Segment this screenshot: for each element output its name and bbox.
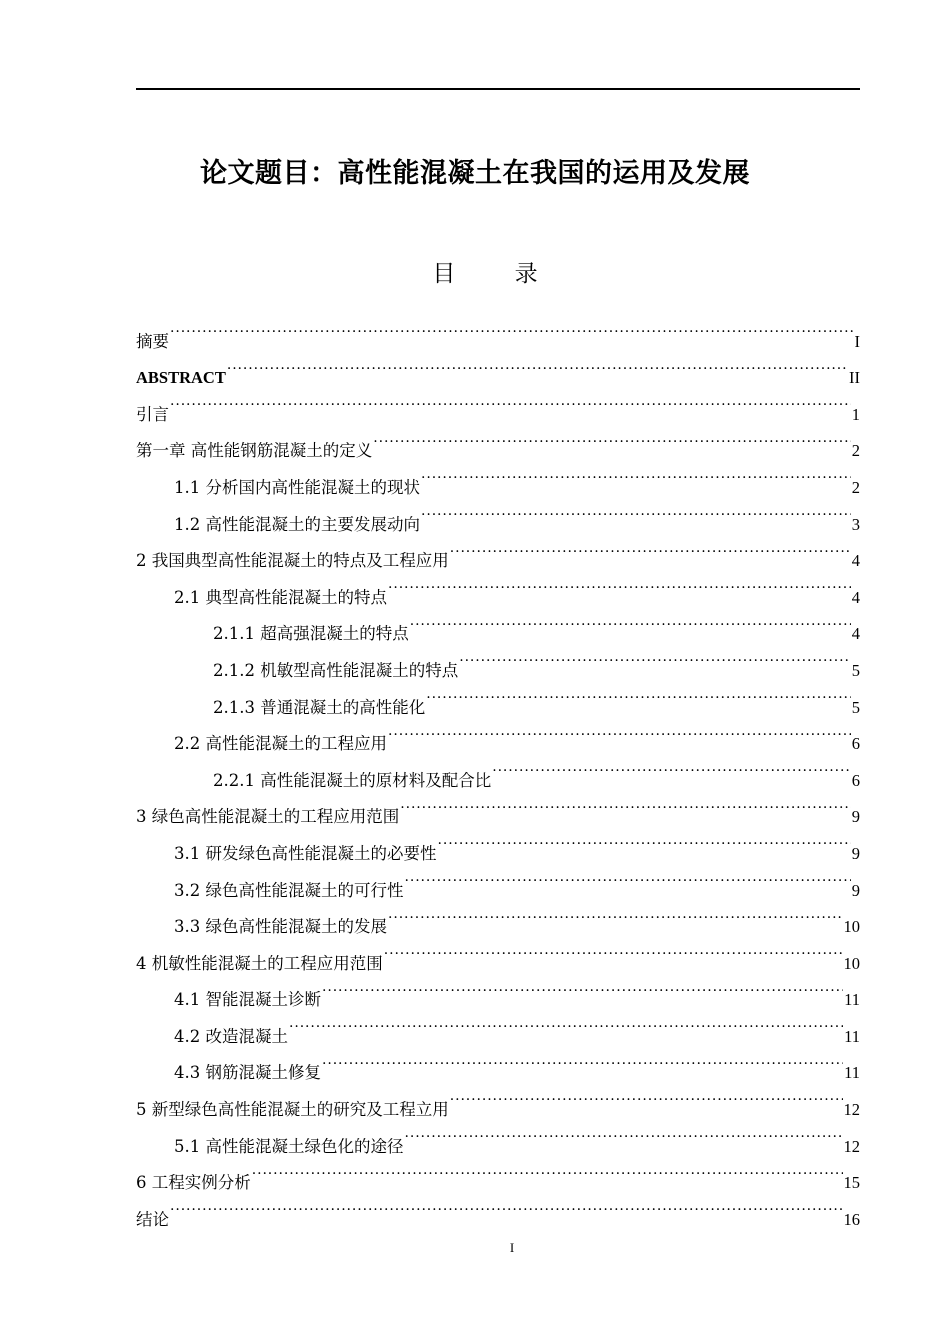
- toc-entry-title: ABSTRACT: [136, 368, 226, 388]
- toc-entry-title: 5 新型绿色高性能混凝土的研究及工程立用: [136, 1100, 449, 1120]
- toc-entry-page: 12: [843, 1100, 860, 1120]
- toc-entry[interactable]: [136, 310, 860, 351]
- toc-dot-leader: [170, 383, 851, 420]
- toc-entry-page: 9: [851, 843, 860, 863]
- toc-dot-leader: [252, 1152, 843, 1189]
- document-title: 论文题目：高性能混凝土在我国的运用及发展: [200, 158, 750, 189]
- toc-entry-page: 6: [851, 770, 860, 790]
- toc-entry-page: I: [854, 331, 860, 351]
- toc-dot-leader: [289, 1005, 843, 1042]
- toc-entry-title: 2.1.3 普通混凝土的高性能化: [213, 697, 426, 717]
- toc-entry-page: 3: [851, 514, 860, 534]
- toc-dot-leader: [400, 786, 851, 823]
- toc-entry-page: 9: [851, 807, 860, 827]
- toc-entry-title: 4 机敏性能混凝土的工程应用范围: [136, 953, 383, 973]
- toc-heading: 目 录: [432, 261, 564, 287]
- toc-entry-page: 5: [851, 660, 860, 680]
- toc-entry-page: 10: [843, 917, 860, 937]
- toc-entry-page: 9: [851, 880, 860, 900]
- header-rule: [136, 88, 860, 90]
- toc-dot-leader: [388, 896, 843, 933]
- toc-entry-page: 6: [851, 734, 860, 754]
- toc-entry-title: 4.1 智能混凝土诊断: [174, 990, 321, 1010]
- toc-dot-leader: [450, 1078, 843, 1115]
- toc-entry-page: 4: [851, 551, 860, 571]
- toc-entry-title: 5.1 高性能混凝土绿色化的途径: [174, 1136, 404, 1156]
- toc-dot-leader: [459, 639, 851, 676]
- toc-entry-title: 4.3 钢筋混凝土修复: [174, 1063, 321, 1083]
- toc-entry-title: 3.2 绿色高性能混凝土的可行性: [174, 880, 404, 900]
- footer-page-number: I: [509, 1240, 515, 1255]
- toc-dot-leader: [410, 603, 851, 640]
- toc-dot-leader: [421, 493, 851, 530]
- toc-entry-title: 4.2 改造混凝土: [174, 1026, 288, 1046]
- toc-dot-leader: [492, 749, 851, 786]
- toc-dot-leader: [170, 310, 854, 347]
- toc-entry-title: 3.1 研发绿色高性能混凝土的必要性: [174, 843, 437, 863]
- toc-entry-page: 16: [843, 1209, 860, 1229]
- toc-entry-title: 2.2 高性能混凝土的工程应用: [174, 734, 387, 754]
- toc-dot-leader: [438, 822, 851, 859]
- toc-entry-page: 4: [851, 624, 860, 644]
- toc-entry-title: 2 我国典型高性能混凝土的特点及工程应用: [136, 551, 449, 571]
- toc-entry-title: 2.2.1 高性能混凝土的原材料及配合比: [213, 770, 492, 790]
- toc-dot-leader: [322, 969, 843, 1006]
- toc-entry-title: 2.1.1 超高强混凝土的特点: [213, 624, 409, 644]
- toc-entry[interactable]: [136, 1188, 860, 1229]
- toc-dot-leader: [450, 530, 851, 567]
- toc-entry-title: 结论: [136, 1209, 169, 1229]
- toc-entry-page: 2: [851, 477, 860, 497]
- toc-entry-page: 15: [843, 1173, 860, 1193]
- toc-entry-page: 5: [851, 697, 860, 717]
- toc-entry-page: 12: [843, 1136, 860, 1156]
- toc-dot-leader: [373, 420, 851, 457]
- toc-entry-page: 11: [844, 1063, 860, 1083]
- toc-entry-title: 6 工程实例分析: [136, 1173, 251, 1193]
- toc-entry-title: 2.1.2 机敏型高性能混凝土的特点: [213, 660, 459, 680]
- toc-entry[interactable]: [136, 347, 860, 388]
- table-of-contents: [136, 310, 860, 1229]
- toc-entry-page: 10: [843, 953, 860, 973]
- toc-dot-leader: [421, 456, 851, 493]
- toc-entry-title: 3 绿色高性能混凝土的工程应用范围: [136, 807, 400, 827]
- toc-entry[interactable]: [136, 420, 860, 461]
- toc-dot-leader: [170, 1188, 843, 1225]
- toc-entry-page: 2: [851, 441, 860, 461]
- toc-entry-page: 1: [851, 404, 860, 424]
- toc-entry[interactable]: [136, 383, 860, 424]
- toc-entry-page: II: [849, 368, 860, 388]
- toc-dot-leader: [388, 713, 851, 750]
- toc-entry-title: 引言: [136, 404, 169, 424]
- toc-dot-leader: [405, 859, 851, 896]
- toc-dot-leader: [388, 566, 851, 603]
- toc-entry-page: 4: [851, 587, 860, 607]
- toc-dot-leader: [405, 1115, 843, 1152]
- toc-dot-leader: [384, 932, 843, 969]
- toc-entry-title: 1.1 分析国内高性能混凝土的现状: [174, 477, 420, 497]
- toc-dot-leader: [426, 676, 851, 713]
- toc-entry-title: 3.3 绿色高性能混凝土的发展: [174, 917, 387, 937]
- toc-entry-title: 1.2 高性能混凝土的主要发展动向: [174, 514, 420, 534]
- toc-entry-page: 11: [844, 990, 860, 1010]
- toc-dot-leader: [322, 1042, 843, 1079]
- toc-entry-title: 2.1 典型高性能混凝土的特点: [174, 587, 387, 607]
- toc-entry-title: 摘要: [136, 331, 169, 351]
- toc-dot-leader: [227, 347, 848, 384]
- toc-entry-title: 第一章 高性能钢筋混凝土的定义: [136, 441, 373, 461]
- toc-entry-page: 11: [844, 1026, 860, 1046]
